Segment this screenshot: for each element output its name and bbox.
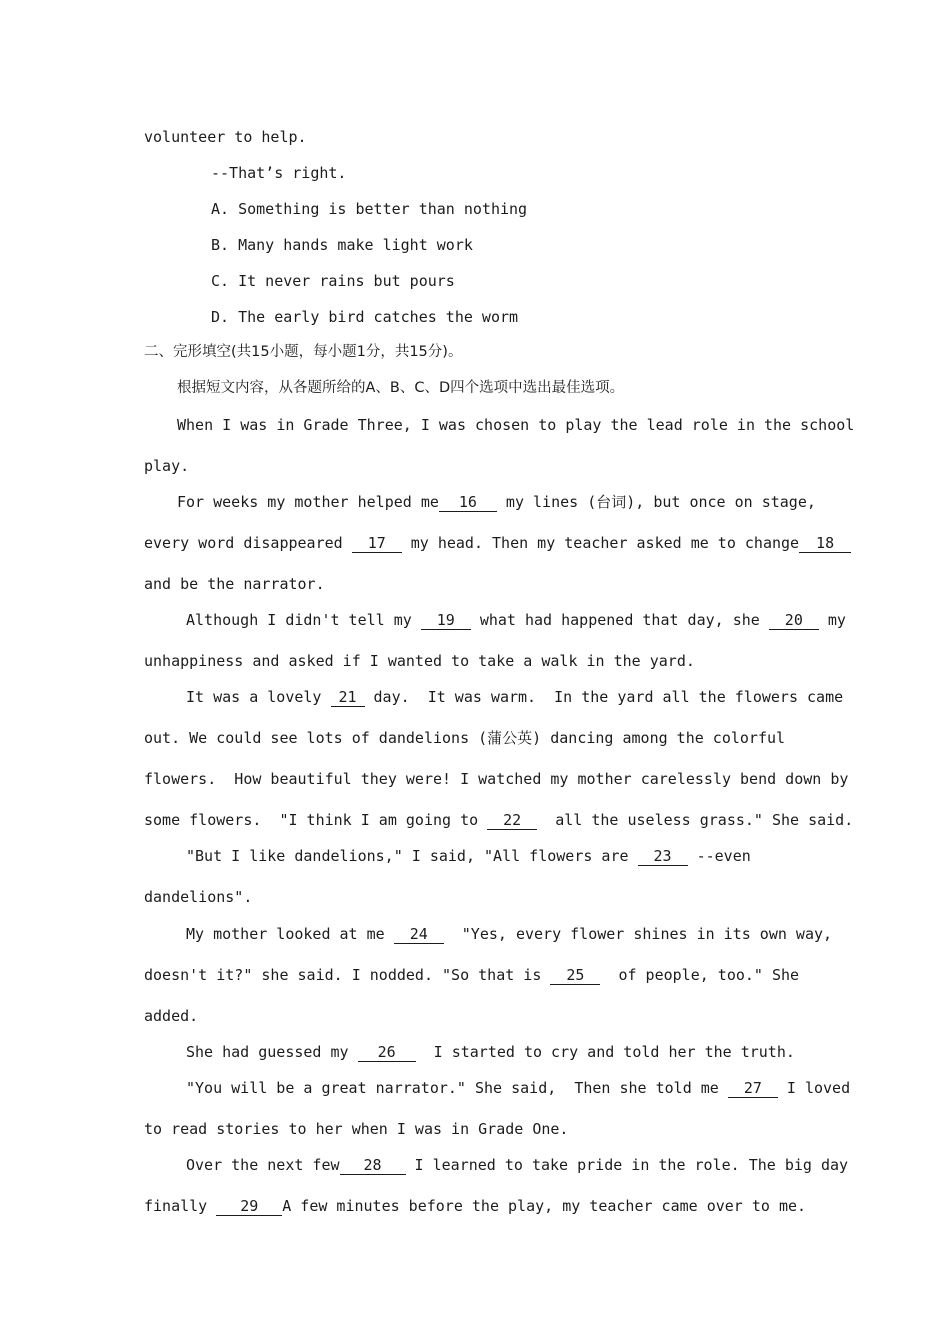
line-text: I started to cry and told her the truth. xyxy=(415,1043,795,1061)
line-text: 根据短文内容，从各题所给的A、B、C、D四个选项中选出最佳选项。 xyxy=(177,380,625,396)
option-c xyxy=(211,271,455,291)
line-text: some flowers. "I think I am going to xyxy=(144,811,488,829)
line-text: flowers. How beautiful they were! I watched my mother carelessly bend down by xyxy=(144,770,849,788)
blank-18: 18 xyxy=(799,535,851,553)
line-text: doesn't it?" she said. I nodded. "So that is xyxy=(144,966,551,984)
line-text: of people, too." She xyxy=(600,966,800,984)
line-text: finally xyxy=(144,1197,217,1215)
blank-19: 19 xyxy=(421,612,471,630)
blank-28: 28 xyxy=(340,1157,406,1175)
line-text: For weeks my mother helped me xyxy=(177,493,439,511)
line-text: When I was in Grade Three, I was chosen to play the lead role in the school xyxy=(177,416,855,434)
line-text: what had happened that day, she xyxy=(470,611,769,629)
blank-21: 21 xyxy=(331,689,365,707)
text-line xyxy=(186,1155,848,1175)
blank-27: 27 xyxy=(728,1080,778,1098)
text-line xyxy=(144,651,695,671)
text-line xyxy=(211,163,346,183)
blank-26: 26 xyxy=(358,1044,416,1062)
text-line xyxy=(144,1196,806,1216)
line-text: "Yes, every flower shines in its own way, xyxy=(443,925,833,943)
blank-16: 16 xyxy=(439,494,497,512)
line-text: dandelions". xyxy=(144,888,253,906)
section-heading xyxy=(144,342,462,362)
text-line xyxy=(177,492,816,512)
text-line xyxy=(186,846,751,866)
text-line xyxy=(144,533,851,553)
section-instructions xyxy=(177,378,624,398)
blank-17: 17 xyxy=(352,535,402,553)
line-text: my lines (台词), but once on stage, xyxy=(496,493,816,511)
line-text: day. It was warm. In the yard all the flowers came xyxy=(364,688,844,706)
line-text: all the useless grass." She said. xyxy=(537,811,854,829)
option-b xyxy=(211,235,473,255)
text-line xyxy=(144,728,785,748)
text-line xyxy=(186,924,832,944)
blank-22: 22 xyxy=(487,812,537,830)
line-text: D. The early bird catches the worm xyxy=(211,308,519,326)
line-text: B. Many hands make light work xyxy=(211,236,473,254)
text-line xyxy=(144,574,325,594)
option-a xyxy=(211,199,527,219)
line-text: unhappiness and asked if I wanted to take a walk in the yard. xyxy=(144,652,695,670)
text-line xyxy=(144,769,848,789)
line-text: to read stories to her when I was in Grade One. xyxy=(144,1120,569,1138)
line-text: and be the narrator. xyxy=(144,575,325,593)
line-text: my head. Then my teacher asked me to change xyxy=(401,534,800,552)
text-line xyxy=(144,1006,198,1026)
line-text: A few minutes before the play, my teacher came over to me. xyxy=(282,1197,807,1215)
line-text: I loved xyxy=(777,1079,851,1097)
blank-25: 25 xyxy=(550,967,600,985)
blank-29: 29 xyxy=(216,1198,282,1216)
line-text: my xyxy=(818,611,846,629)
line-text: It was a lovely xyxy=(186,688,331,706)
line-text: My mother looked at me xyxy=(186,925,394,943)
option-d xyxy=(211,307,518,327)
line-text: "You will be a great narrator." She said, Then she told me xyxy=(186,1079,728,1097)
text-line xyxy=(144,456,189,476)
line-text: added. xyxy=(144,1007,199,1025)
text-line xyxy=(144,887,252,907)
line-text: --That’s right. xyxy=(211,164,347,182)
text-line xyxy=(144,965,799,985)
line-text: --even xyxy=(687,847,751,865)
line-text: "But I like dandelions," I said, "All flowers are xyxy=(186,847,638,865)
line-text: A. Something is better than nothing xyxy=(211,200,528,218)
line-text: play. xyxy=(144,457,190,475)
text-line xyxy=(144,127,307,147)
text-line xyxy=(186,1078,850,1098)
line-text: Over the next few xyxy=(186,1156,340,1174)
blank-24: 24 xyxy=(394,926,444,944)
text-line xyxy=(144,810,853,830)
blank-23: 23 xyxy=(638,848,688,866)
line-text: volunteer to help. xyxy=(144,128,307,146)
line-text: 二、完形填空(共15小题，每小题1分，共15分)。 xyxy=(144,344,463,360)
line-text: out. We could see lots of dandelions (蒲公英) dancing among the colorful xyxy=(144,729,786,747)
line-text: Although I didn't tell my xyxy=(186,611,421,629)
line-text: I learned to take pride in the role. The big day xyxy=(405,1156,849,1174)
text-line xyxy=(186,687,843,707)
line-text: every word disappeared xyxy=(144,534,352,552)
blank-20: 20 xyxy=(769,612,819,630)
text-line xyxy=(186,610,846,630)
text-line xyxy=(177,415,854,435)
line-text: C. It never rains but pours xyxy=(211,272,455,290)
line-text: She had guessed my xyxy=(186,1043,358,1061)
text-line xyxy=(144,1119,568,1139)
text-line xyxy=(186,1042,795,1062)
